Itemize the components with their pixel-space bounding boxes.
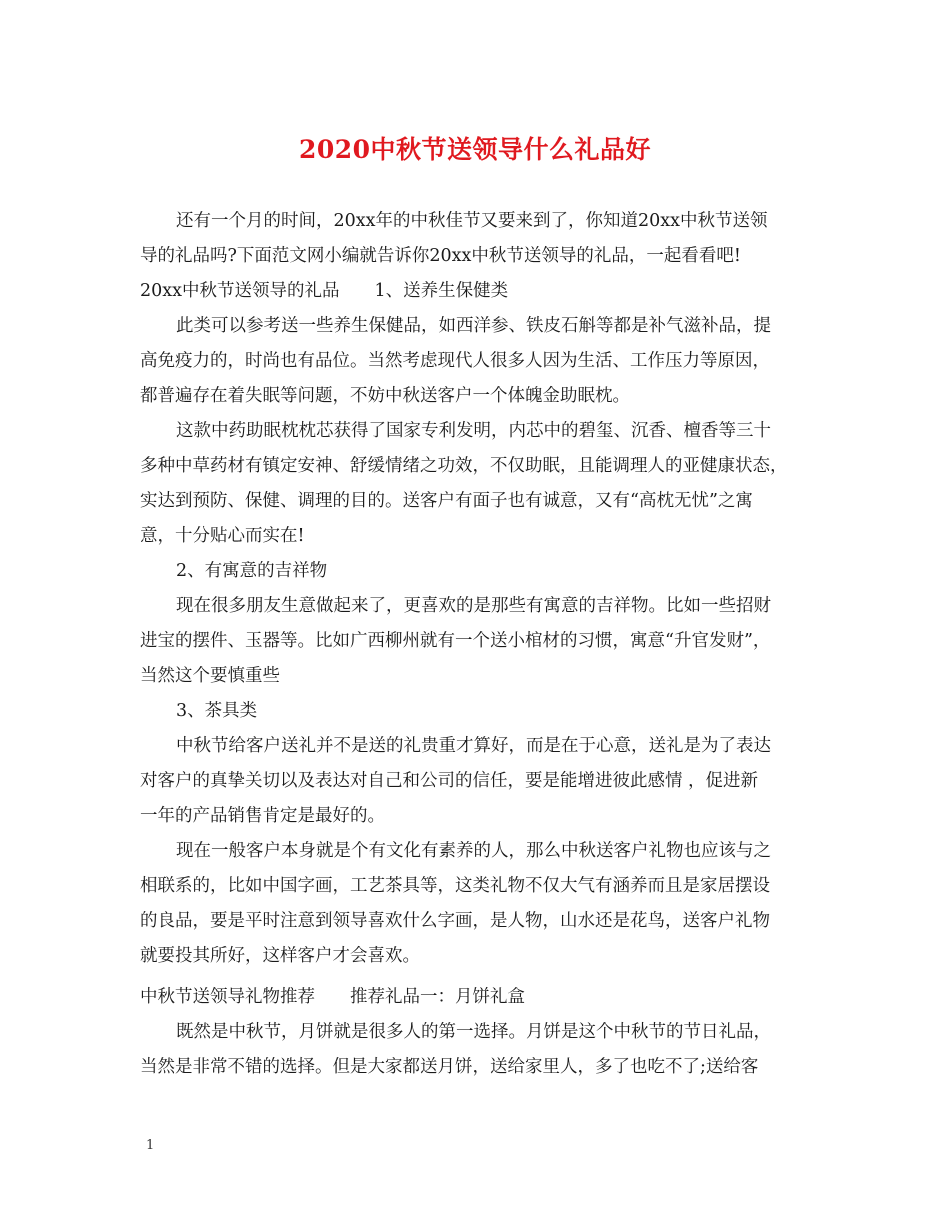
paragraph-line: 导的礼品吗?下面范文网小编就告诉你20xx中秋节送领导的礼品，一起看看吧! (140, 246, 741, 266)
paragraph-line: 都普遍存在着失眠等问题，不妨中秋送客户一个体魄金助眠枕。 (140, 386, 630, 406)
page-number: 1 (146, 1138, 155, 1153)
paragraph-line: 中秋节给客户送礼并不是送的礼贵重才算好，而是在于心意，送礼是为了表达 (176, 736, 771, 756)
paragraph-line: 高免疫力的，时尚也有品位。当然考虑现代人很多人因为生活、工作压力等原因， (140, 351, 770, 371)
document-title: 2020中秋节送领导什么礼品好 (298, 135, 652, 164)
paragraph-line: 还有一个月的时间，20xx年的中秋佳节又要来到了，你知道20xx中秋节送领 (176, 211, 768, 231)
paragraph-line: 现在一般客户本身就是个有文化有素养的人，那么中秋送客户礼物也应该与之 (176, 841, 771, 861)
section-heading-line: 2、有寓意的吉祥物 (176, 561, 328, 581)
paragraph-line: 对客户的真挚关切以及表达对自己和公司的信任，要是能增进彼此感情 ，促进新 (140, 771, 759, 791)
paragraph-line: 现在很多朋友生意做起来了，更喜欢的是那些有寓意的吉祥物。比如一些招财 (176, 596, 771, 616)
paragraph-line: 实达到预防、保健、调理的目的。送客户有面子也有诚意，又有“高枕无忧”之寓 (140, 491, 753, 511)
paragraph-line: 进宝的摆件、玉器等。比如广西柳州就有一个送小棺材的习惯，寓意“升官发财”， (140, 631, 771, 651)
paragraph-line: 的良品，要是平时注意到领导喜欢什么字画，是人物，山水还是花鸟，送客户礼物 (140, 911, 770, 931)
paragraph-line: 多种中草药材有镇定安神、舒缓情绪之功效，不仅助眠，且能调理人的亚健康状态， (140, 456, 788, 476)
section-heading-line: 3、茶具类 (176, 701, 258, 721)
paragraph-line: 这款中药助眠枕枕芯获得了国家专利发明，内芯中的碧玺、沉香、檀香等三十 (176, 421, 771, 441)
paragraph-line: 当然这个要慎重些 (140, 666, 280, 686)
paragraph-line: 意，十分贴心而实在! (140, 526, 305, 546)
paragraph-line: 既然是中秋节，月饼就是很多人的第一选择。月饼是这个中秋节的节日礼品， (176, 1022, 771, 1042)
section-heading-line: 中秋节送领导礼物推荐 推荐礼品一：月饼礼盒 (140, 987, 525, 1007)
paragraph-line: 一年的产品销售肯定是最好的。 (140, 806, 385, 826)
paragraph-line: 当然是非常不错的选择。但是大家都送月饼，送给家里人，多了也吃不了;送给客 (140, 1057, 759, 1077)
paragraph-line: 此类可以参考送一些养生保健品，如西洋参、铁皮石斛等都是补气滋补品，提 (176, 316, 771, 336)
paragraph-line: 相联系的，比如中国字画，工艺茶具等，这类礼物不仅大气有涵养而且是家居摆设 (140, 876, 770, 896)
paragraph-line: 就要投其所好，这样客户才会喜欢。 (140, 946, 420, 966)
section-heading-line: 20xx中秋节送领导的礼品 1、送养生保健类 (140, 281, 509, 301)
